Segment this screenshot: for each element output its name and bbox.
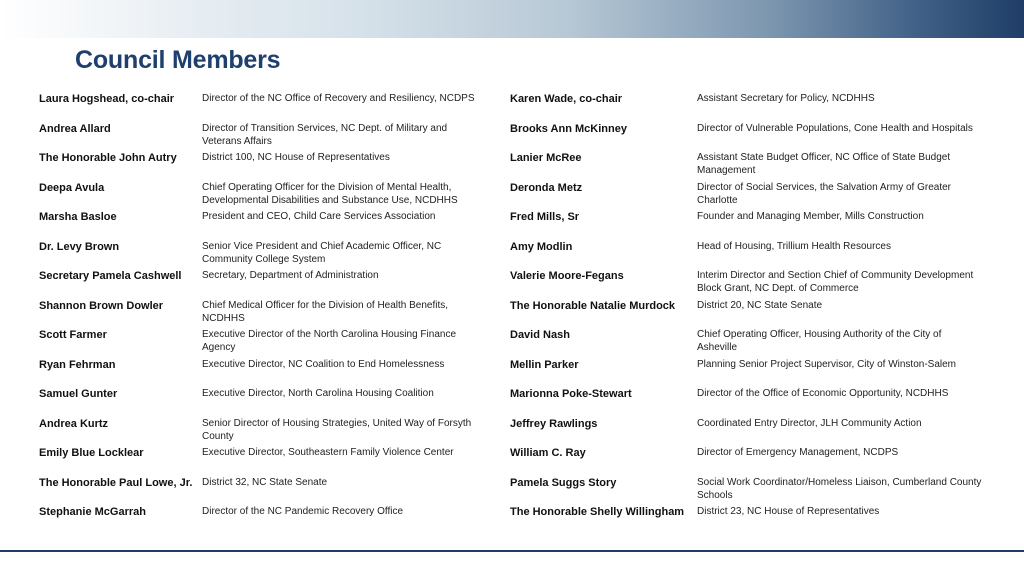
member-title: Senior Vice President and Chief Academic Officer, NC Community College System: [202, 240, 442, 265]
member-name: Pamela Suggs Story: [510, 476, 617, 489]
member-row: [39, 92, 509, 120]
member-name: Marsha Basloe: [39, 211, 117, 223]
member-row: [39, 387, 509, 415]
member-title: Director of the NC Office of Recovery and Resiliency, NCDPS: [202, 93, 475, 104]
member-title: Assistant Secretary for Policy, NCDHHS: [697, 93, 875, 104]
member-title: Director of Emergency Management, NCDPS: [697, 447, 899, 458]
member-name: Scott Farmer: [39, 329, 107, 341]
member-name: Secretary Pamela Cashwell: [39, 270, 182, 282]
member-name: Jeffrey Rawlings: [510, 417, 598, 430]
member-row: [39, 210, 509, 238]
member-name: Shannon Brown Dowler: [39, 299, 164, 312]
member-name: Marionna Poke-Stewart: [510, 388, 632, 400]
member-title: Senior Director of Housing Strategies, United Way of Forsyth County: [202, 417, 472, 442]
member-row: [39, 151, 509, 179]
member-title: Chief Medical Officer for the Division of Health Benefits, NCDHHS: [202, 299, 449, 324]
member-row: [39, 122, 509, 150]
member-title: Director of Social Services, the Salvation Army of Greater Charlotte: [697, 181, 951, 206]
member-row: [39, 417, 509, 445]
member-name: David Nash: [510, 329, 570, 341]
member-name: Valerie Moore-Fegans: [510, 270, 624, 282]
member-name: Fred Mills, Sr: [510, 211, 580, 223]
member-row: [39, 269, 509, 297]
member-title: Director of the Office of Economic Opportunity, NCDHHS: [697, 388, 949, 399]
member-title: District 20, NC State Senate: [697, 299, 823, 311]
member-row: [510, 328, 980, 356]
member-title: Planning Senior Project Supervisor, City of Winston-Salem: [697, 358, 957, 370]
member-row: [39, 358, 509, 386]
member-title: Director of Vulnerable Populations, Cone Health and Hospitals: [697, 122, 973, 134]
member-row: [510, 122, 980, 150]
member-title: Chief Operating Officer, Housing Authority of the City of Asheville: [697, 329, 942, 353]
member-title: Executive Director, Southeastern Family Violence Center: [202, 447, 454, 458]
member-title: Interim Director and Section Chief of Community Development Block Grant, NC Dept. of Commerce: [697, 270, 974, 294]
member-name: The Honorable Natalie Murdock: [510, 299, 676, 312]
member-row: [510, 505, 980, 533]
member-row: [39, 181, 509, 209]
member-name: The Honorable Paul Lowe, Jr.: [39, 476, 193, 489]
member-name: Stephanie McGarrah: [39, 506, 146, 518]
member-row: [510, 476, 980, 504]
member-name: Ryan Fehrman: [39, 358, 116, 371]
member-name: Lanier McRee: [510, 152, 582, 164]
member-name: Laura Hogshead, co-chair: [39, 93, 175, 105]
member-row: [510, 240, 980, 268]
member-row: [510, 387, 980, 415]
member-name: The Honorable Shelly Willingham: [510, 506, 685, 518]
member-name: William C. Ray: [510, 447, 586, 459]
member-row: [39, 446, 509, 474]
member-row: [39, 476, 509, 504]
member-name: Deepa Avula: [39, 181, 105, 194]
member-row: [510, 446, 980, 474]
page-title: Council Members: [75, 46, 281, 74]
header-banner: [0, 0, 1024, 38]
member-name: The Honorable John Autry: [39, 152, 177, 164]
member-name: Dr. Levy Brown: [39, 240, 120, 253]
member-name: Amy Modlin: [510, 240, 573, 253]
member-row: [510, 358, 980, 386]
member-row: [39, 505, 509, 533]
member-name: Emily Blue Locklear: [39, 447, 144, 459]
member-row: [510, 181, 980, 209]
member-title: District 100, NC House of Representatives: [202, 152, 390, 163]
member-name: Mellin Parker: [510, 358, 579, 371]
member-row: [510, 299, 980, 327]
member-title: Social Work Coordinator/Homeless Liaison, Cumberland County Schools: [697, 476, 982, 501]
member-title: Assistant State Budget Officer, NC Office of State Budget Management: [697, 152, 951, 176]
footer-rule: [0, 550, 1024, 552]
member-row: [39, 299, 509, 327]
member-title: Secretary, Department of Administration: [202, 270, 379, 281]
member-row: [510, 151, 980, 179]
member-name: Brooks Ann McKinney: [510, 122, 627, 135]
member-title: Coordinated Entry Director, JLH Community Action: [697, 417, 922, 429]
member-name: Andrea Allard: [39, 122, 111, 135]
member-title: Executive Director, NC Coalition to End Homelessness: [202, 358, 445, 370]
member-title: President and CEO, Child Care Services Association: [202, 211, 436, 222]
member-row: [39, 240, 509, 268]
member-name: Samuel Gunter: [39, 388, 118, 400]
member-row: [39, 328, 509, 356]
member-title: Director of Transition Services, NC Dept. of Military and Veterans Affairs: [202, 122, 448, 147]
member-title: Executive Director, North Carolina Housing Coalition: [202, 388, 434, 399]
member-row: [510, 269, 980, 297]
member-row: [510, 417, 980, 445]
member-title: Director of the NC Pandemic Recovery Office: [202, 506, 404, 517]
member-row: [510, 92, 980, 120]
member-title: Chief Operating Officer for the Division of Mental Health, Developmental Disabilities and Substance Use, NCDHHS: [202, 181, 458, 206]
member-title: District 23, NC House of Representatives: [697, 506, 880, 517]
member-name: Andrea Kurtz: [39, 417, 109, 430]
member-title: Executive Director of the North Carolina Housing Finance Agency: [202, 329, 457, 353]
member-title: Founder and Managing Member, Mills Construction: [697, 211, 924, 222]
member-row: [510, 210, 980, 238]
member-name: Deronda Metz: [510, 181, 583, 194]
member-title: Head of Housing, Trillium Health Resources: [697, 240, 891, 252]
member-name: Karen Wade, co-chair: [510, 93, 623, 105]
member-title: District 32, NC State Senate: [202, 476, 328, 488]
